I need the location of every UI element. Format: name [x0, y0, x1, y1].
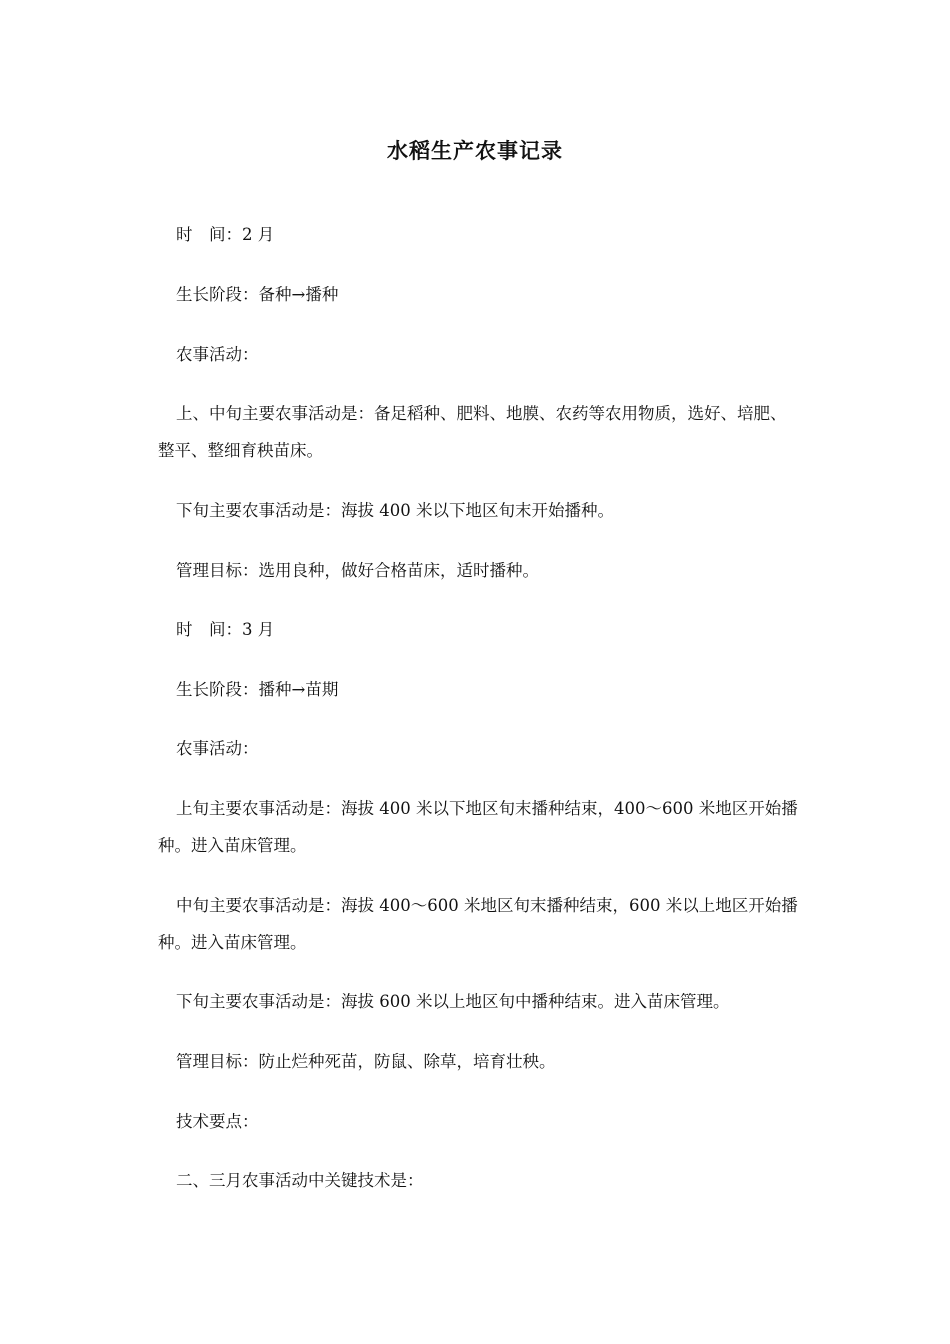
paragraph-goal-mar: 管理目标：防止烂种死苗，防鼠、除草，培育壮秧。: [176, 1052, 556, 1071]
paragraph-late-feb: 下旬主要农事活动是：海拔 400 米以下地区旬末开始播种。: [176, 501, 614, 520]
paragraph-activities-heading-feb: 农事活动：: [176, 345, 259, 364]
paragraph-tech-points: 技术要点：: [176, 1112, 259, 1131]
paragraph-goal-feb: 管理目标：选用良种，做好合格苗床，适时播种。: [176, 561, 539, 580]
paragraph-mid-mar: 中旬主要农事活动是：海拔 400～600 米地区旬末播种结束，600 米以上地区开始播种。进入苗床管理。: [158, 896, 798, 952]
paragraph-late-mar: 下旬主要农事活动是：海拔 600 米以上地区旬中播种结束。进入苗床管理。: [176, 992, 730, 1011]
paragraph-growth-stage-mar: 生长阶段：播种→苗期: [176, 680, 339, 699]
paragraph-time-mar: 时 间：3 月: [176, 620, 275, 639]
paragraph-time-feb: 时 间：2 月: [176, 225, 275, 244]
paragraph-activities-heading-mar: 农事活动：: [176, 739, 259, 758]
paragraph-early-mid-feb: 上、中旬主要农事活动是：备足稻种、肥料、地膜、农药等农用物质，选好、培肥、整平、整细育秧苗床。: [158, 404, 787, 460]
paragraph-key-techniques: 二、三月农事活动中关键技术是：: [176, 1171, 424, 1190]
paragraph-early-mar: 上旬主要农事活动是：海拔 400 米以下地区旬末播种结束，400～600 米地区开始播种。进入苗床管理。: [158, 799, 798, 855]
paragraph-growth-stage-feb: 生长阶段：备种→播种: [176, 285, 339, 304]
document-title: 水稻生产农事记录: [387, 139, 563, 163]
